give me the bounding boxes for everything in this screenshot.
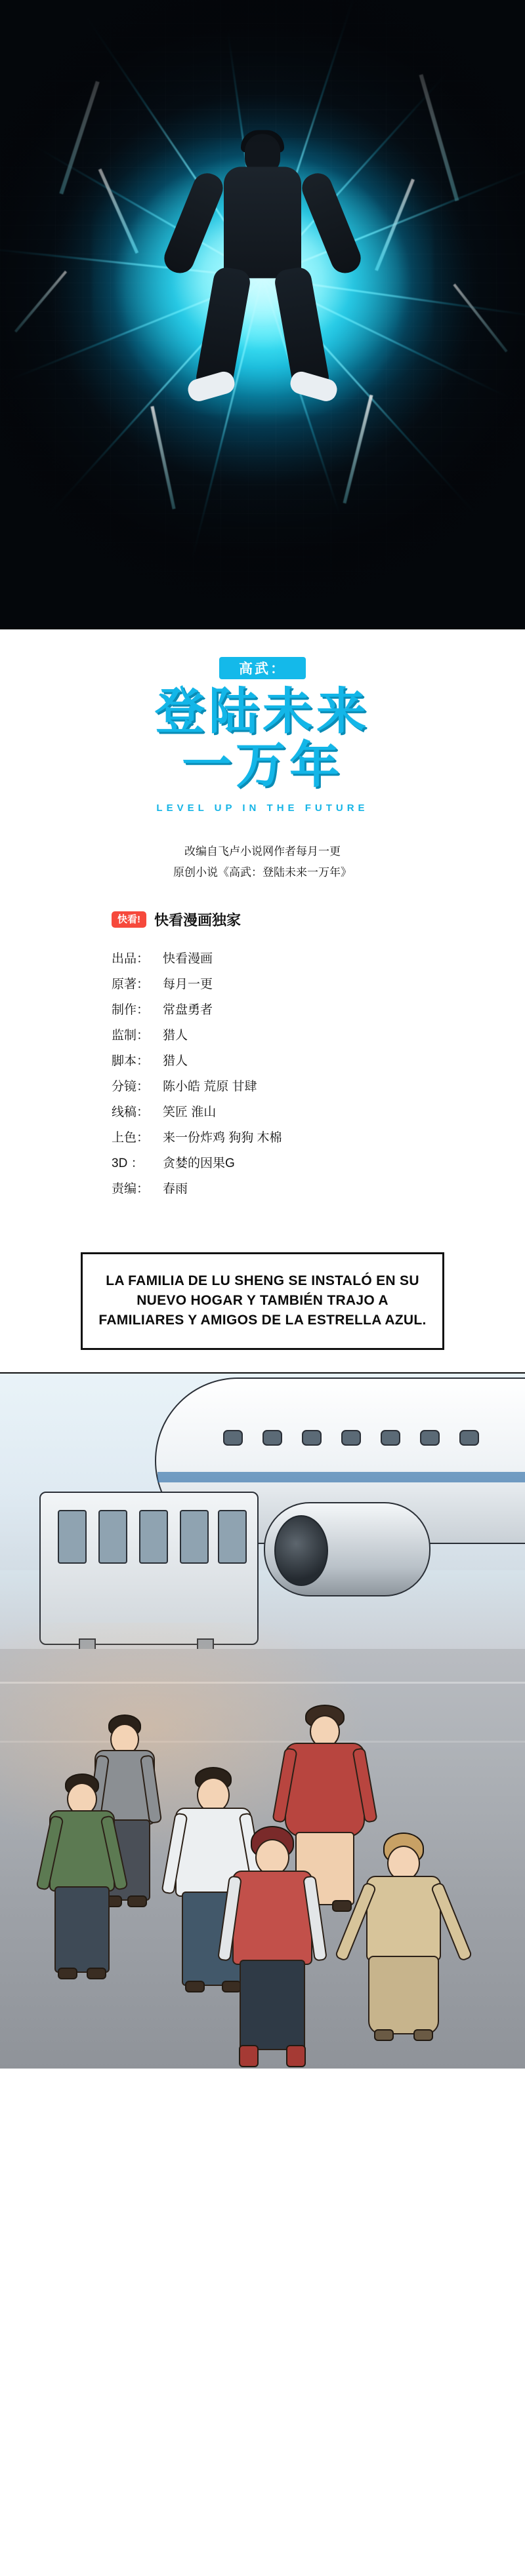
character-woman-red-vest <box>217 1826 328 2069</box>
staff-row <box>112 1151 525 1177</box>
staff-row <box>112 1126 525 1151</box>
airplane-window <box>223 1430 243 1446</box>
title-badge: 高武： <box>219 657 306 679</box>
title-line-1: 登陆未来 <box>155 684 370 740</box>
exclusive-row <box>112 909 525 930</box>
shoe-right <box>87 1968 106 1979</box>
airplane-window <box>459 1430 479 1446</box>
staff-value: 快看漫画 <box>163 952 213 966</box>
panel-airport-tarmac <box>0 1372 525 2069</box>
jet-bridge-window <box>98 1510 127 1564</box>
staff-value: 常盘勇者 <box>163 1003 213 1018</box>
jet-bridge-window <box>139 1510 168 1564</box>
staff-role: 原著： <box>112 978 150 992</box>
staff-role: 线稿： <box>112 1105 150 1119</box>
staff-value: 陈小皓 荒原 甘肆 <box>163 1079 257 1094</box>
skirt <box>368 1956 439 2034</box>
airplane-window <box>302 1430 322 1446</box>
title-line-2: 一万年 <box>182 737 343 793</box>
shoe-right <box>127 1895 147 1907</box>
staff-row <box>112 972 525 998</box>
character-boy-green-shirt <box>39 1773 125 1990</box>
staff-value: 每月一更 <box>163 978 213 992</box>
legs <box>54 1886 110 1973</box>
kuaikan-logo-tag: 快看! <box>112 911 146 928</box>
staff-row <box>112 947 525 972</box>
staff-row <box>112 1075 525 1100</box>
character-woman-tan-skirt <box>348 1833 459 2069</box>
staff-value: 春雨 <box>163 1181 188 1196</box>
shoe-left <box>185 1981 205 1992</box>
credit-line-1: 改编自飞卢小说网作者每月一更 <box>184 844 341 858</box>
shoe-left <box>58 1968 77 1979</box>
staff-role: 上色： <box>112 1130 150 1145</box>
panel-caption <box>0 1222 525 1372</box>
staff-value: 笑匠 淮山 <box>163 1105 217 1119</box>
title-subtitle: LEVEL UP IN THE FUTURE <box>156 802 369 814</box>
airplane-livery-stripe <box>158 1472 525 1482</box>
staff-role: 制作： <box>112 1003 150 1018</box>
staff-row <box>112 1023 525 1049</box>
engine-intake <box>274 1515 328 1586</box>
staff-role: 监制： <box>112 1029 150 1042</box>
staff-role: 3D ： <box>112 1156 144 1170</box>
shoe-right <box>413 2029 433 2041</box>
airplane-window <box>341 1430 361 1446</box>
staff-row <box>112 998 525 1023</box>
staff-row <box>112 1177 525 1202</box>
exclusive-label: 快看漫画独家 <box>154 912 242 929</box>
boot-left <box>239 2045 259 2067</box>
airplane-window <box>381 1430 400 1446</box>
staff-value: 贪婪的因果G <box>163 1156 235 1170</box>
staff-role: 出品： <box>112 952 150 966</box>
jet-bridge <box>39 1492 259 1645</box>
jet-bridge-window <box>58 1510 87 1564</box>
staff-role: 责编： <box>112 1181 150 1196</box>
staff-credits-list <box>112 947 525 1202</box>
vignette-overlay <box>0 0 525 629</box>
torso-vest <box>232 1871 312 1965</box>
jet-bridge-window <box>218 1510 247 1564</box>
panel-title-credits <box>0 629 525 1222</box>
staff-row <box>112 1100 525 1126</box>
staff-value: 猎人 <box>163 1029 188 1042</box>
airplane-engine <box>264 1502 430 1596</box>
staff-role: 脚本： <box>112 1054 150 1068</box>
source-credits <box>0 841 525 884</box>
shoe-left <box>374 2029 394 2041</box>
airplane-window <box>262 1430 282 1446</box>
panel-cover-splash <box>0 0 525 629</box>
credit-line-2: 原创小说《高武：登陆未来一万年》 <box>173 865 352 879</box>
boot-right <box>286 2045 306 2067</box>
airplane-window <box>420 1430 440 1446</box>
torso <box>366 1876 441 1961</box>
staff-role: 分镜： <box>112 1079 150 1094</box>
staff-value: 猎人 <box>163 1054 188 1068</box>
legs <box>240 1960 305 2050</box>
jet-bridge-window <box>180 1510 209 1564</box>
staff-value: 来一份炸鸡 狗狗 木棉 <box>163 1130 282 1145</box>
narration-caption-box: LA FAMILIA DE LU SHENG SE INSTALÓ EN SU NUEVO HOGAR Y TAMBIÉN TRAJO A FAMILIARES Y AMIGOS DE LA ESTRELLA AZUL. <box>81 1252 444 1350</box>
staff-row <box>112 1049 525 1075</box>
